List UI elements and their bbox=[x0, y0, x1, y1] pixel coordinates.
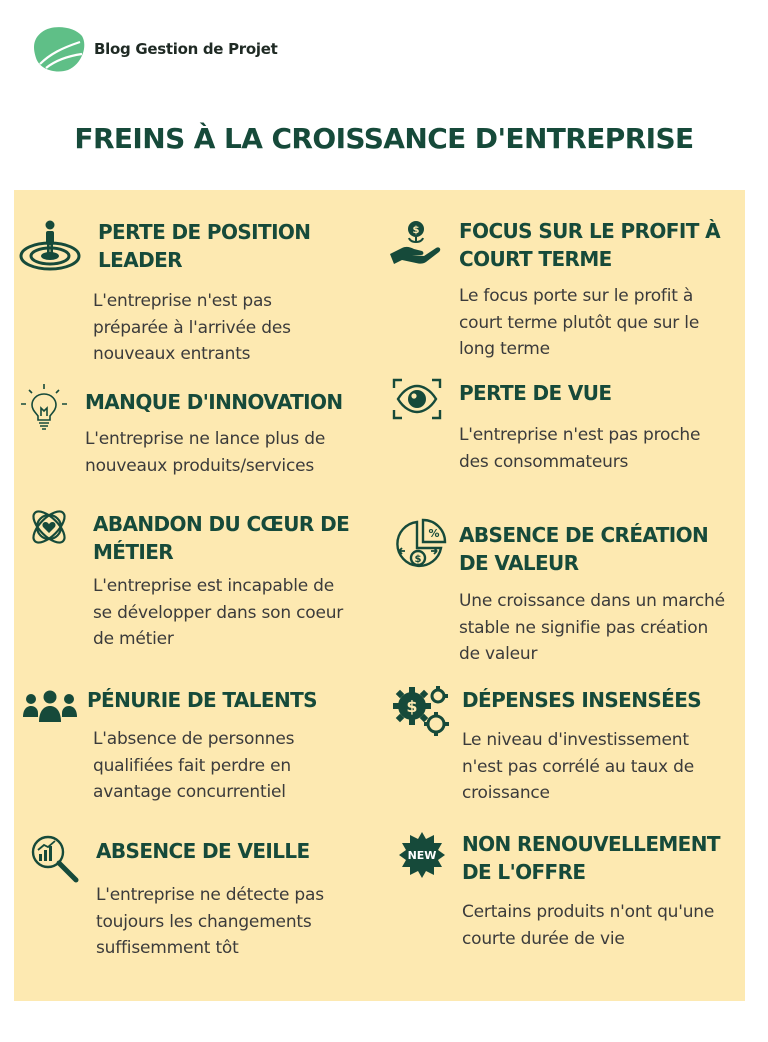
item-description: Certains produits n'ont qu'une courte durée de vie bbox=[462, 902, 715, 949]
svg-text:%: % bbox=[428, 527, 440, 540]
item-description: Une croissance dans un marché stable ne signifie pas création de valeur bbox=[459, 591, 725, 664]
item-title: ABSENCE DE CRÉATION DE VALEUR bbox=[459, 523, 709, 575]
item-title: FOCUS SUR LE PROFIT À COURT TERME bbox=[459, 219, 720, 271]
item-title: DÉPENSES INSENSÉES bbox=[462, 688, 702, 712]
item-title: ABANDON DU CŒUR DE MÉTIER bbox=[93, 512, 350, 564]
svg-text:$: $ bbox=[414, 554, 422, 565]
hand-money-icon bbox=[388, 218, 442, 268]
team-icon bbox=[22, 690, 78, 726]
item-description: L'absence de personnes qualifiées fait perdre en avantage concurrentiel bbox=[93, 729, 295, 802]
item-description: L'entreprise n'est pas préparée à l'arrivée des nouveaux entrants bbox=[93, 291, 291, 364]
gears-dollar-icon bbox=[392, 686, 450, 736]
pie-dollar-icon bbox=[393, 518, 447, 572]
page-title: FREINS À LA CROISSANCE D'ENTREPRISE bbox=[74, 122, 694, 155]
brand-logo bbox=[32, 24, 278, 74]
svg-text:$: $ bbox=[412, 225, 420, 236]
leaf-logo-icon bbox=[32, 24, 88, 74]
item-description: Le niveau d'investissement n'est pas corrélé au taux de croissance bbox=[462, 730, 694, 803]
svg-text:$: $ bbox=[406, 697, 418, 716]
item-description: L'entreprise n'est pas proche des consommateurs bbox=[459, 425, 701, 472]
item-title: MANQUE D'INNOVATION bbox=[85, 390, 343, 414]
eye-icon bbox=[392, 378, 442, 420]
badge-text: NEW bbox=[407, 849, 437, 862]
target-person-icon bbox=[18, 216, 82, 274]
brand-name: Blog Gestion de Projet bbox=[94, 40, 278, 58]
item-description: L'entreprise ne lance plus de nouveaux produits/services bbox=[85, 429, 326, 476]
lightbulb-icon bbox=[18, 382, 70, 434]
item-description: L'entreprise ne détecte pas toujours les changements suffisemment tôt bbox=[96, 885, 324, 958]
item-title: PÉNURIE DE TALENTS bbox=[87, 688, 317, 712]
magnifier-chart-icon bbox=[28, 832, 82, 886]
heart-atom-icon bbox=[26, 504, 72, 550]
item-title: ABSENCE DE VEILLE bbox=[96, 839, 310, 863]
item-title: PERTE DE POSITION LEADER bbox=[98, 220, 311, 272]
item-title: NON RENOUVELLEMENT DE L'OFFRE bbox=[462, 832, 720, 884]
item-title: PERTE DE VUE bbox=[459, 381, 612, 405]
item-description: Le focus porte sur le profit à court terme plutôt que sur le long terme bbox=[459, 286, 700, 359]
new-badge-icon bbox=[397, 830, 447, 880]
item-description: L'entreprise est incapable de se développer dans son coeur de métier bbox=[93, 576, 344, 649]
